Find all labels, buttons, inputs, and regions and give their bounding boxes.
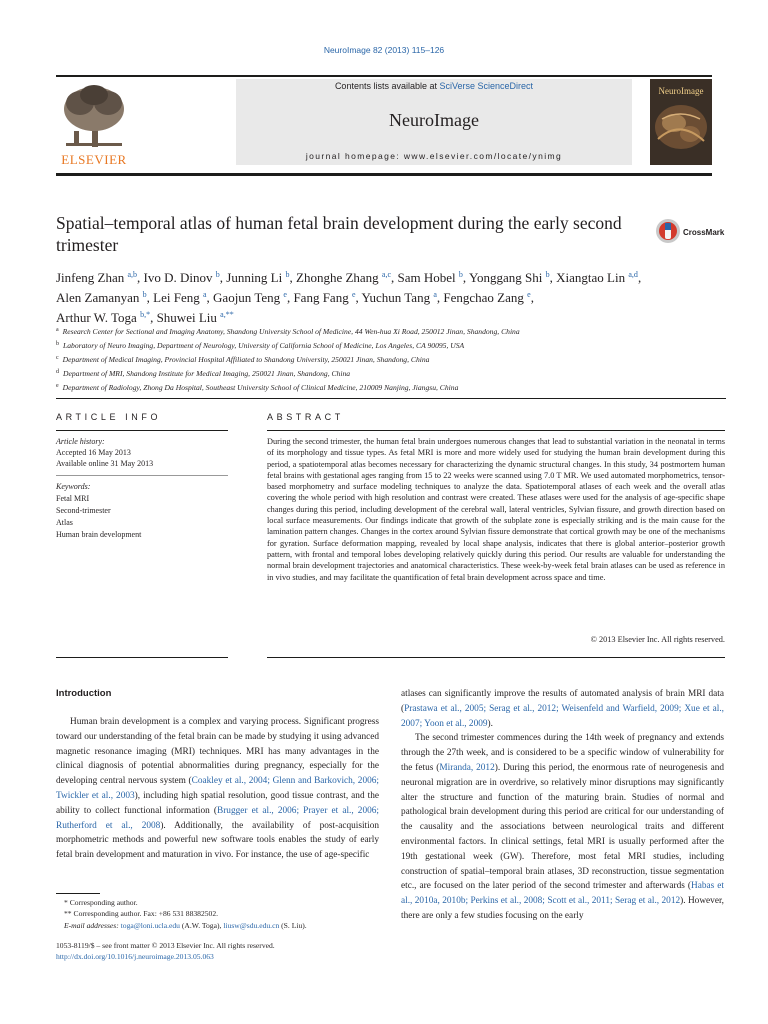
abstract-bottom-rule	[267, 657, 725, 658]
author-affil-marker[interactable]: a	[202, 290, 207, 299]
abstract-text: During the second trimester, the human fetal brain undergoes numerous changes that lead to substantial variation in the neonatal in terms of its morphology and tissue types. As fetal MRI is more and more widely used for studying the human brain development during this period, a spatiotemporal atlas becomes necessary for characterizing the dynamic structural changes. In this study, 34 postmortem human fetal brains with gestational ages ranging from 15 to 22 weeks were scanned using 7.0 T MR. We used automated morphometrics, tensor-based morphometry and surface modeling techniques to analyze the data. Spatiotemporal atlases of each week and the overall atlas covering the whole period with high resolution and contrast were created. These atlases were used for the analysis of age-specific shape changes during this period, including development of the cerebral wall, lateral ventricles, Sylvian fissure, and growth direction based on local surface measurements. Our findings indicate that growth of the subplate zone is especially striking and is the main cause for the lamination pattern changes. Changes in the cortex around Sylvian fissure demonstrate that cortical growth may be one of the mechanisms for gyration. Surface deformation mapping, revealed by local shape analysis, indicates that there is global anterior–posterior growth pattern, with frontal and temporal lobes developing relatively quickly during this period. Our results are valuable for understanding the normal brain development trajectories and anatomical characteristics. These week-by-week fetal brain atlases can be used as reference in in vivo studies, and may facilitate the quantification of fetal brain development across space and time.	[267, 437, 725, 582]
author-affil-marker[interactable]: b,*	[140, 310, 151, 319]
intro-paragraph	[401, 731, 724, 923]
citation-link[interactable]: Brugger et al., 2006; Prayer et al., 2006; Rutherford et al., 2008	[56, 805, 379, 831]
intro-paragraph	[401, 687, 724, 731]
affiliation-key: a	[56, 327, 59, 333]
journal-reference[interactable]: NeuroImage 82 (2013) 115–126	[323, 45, 445, 55]
author-affil-marker[interactable]: b	[458, 270, 463, 279]
affiliation-text: Department of Radiology, Zhong Da Hospital, Southeast University School of Clinical Medicine, 210009 Nanjing, Jiangsu, China	[62, 383, 459, 392]
keyword: Atlas	[56, 518, 73, 527]
sciencedirect-link[interactable]: SciVerse ScienceDirect	[439, 81, 534, 91]
masthead-bottom-rule	[56, 173, 712, 176]
footnote-mark: **	[64, 909, 72, 919]
author-affil-marker[interactable]: a,c	[381, 270, 392, 279]
author-affil-marker[interactable]: e	[527, 290, 531, 299]
paper-title: Spatial–temporal atlas of human fetal brain development during the early second trimester	[56, 213, 622, 255]
article-info-rule	[56, 430, 228, 431]
header-separator	[56, 398, 726, 399]
author-affil-marker[interactable]: a,d	[628, 270, 638, 279]
article-info-heading: ARTICLE INFO	[56, 412, 162, 422]
citation-link[interactable]: Miranda, 2012	[439, 762, 495, 773]
author[interactable]: Zhonghe Zhang	[296, 270, 379, 285]
author-affil-marker[interactable]: e	[283, 290, 287, 299]
affiliation-key: e	[56, 383, 59, 389]
footnote-text: Corresponding author. Fax: +86 531 88382502.	[73, 909, 219, 919]
email-link[interactable]: toga@loni.ucla.edu	[120, 920, 180, 930]
paragraph-text: ).	[487, 718, 493, 729]
footnote-rule	[56, 893, 100, 894]
author[interactable]: Lei Feng	[153, 290, 200, 305]
contents-prefix: Contents lists available at	[334, 81, 440, 91]
affiliation-item	[56, 324, 716, 338]
author-affil-marker[interactable]: e	[351, 290, 356, 299]
keywords-block	[56, 481, 228, 541]
author[interactable]: Ivo D. Dinov	[143, 270, 213, 285]
abstract-heading: ABSTRACT	[267, 412, 344, 422]
affiliation-key: c	[56, 355, 59, 361]
history-label: Article history:	[56, 437, 105, 446]
paragraph-text: ). During this period, the enormous rate of neurogenesis and neuronal migration are in overdrive, so relatively minor disruptions may significantly alter the structure and function of the maturing brain. Studies of normal and pathological brain development during this period are critical for our understanding of the causality and the associations between neurological traits and different environmental factors. In clinical settings, fetal MRI is usually performed after the 19th gestational week (GW). Therefore, most fetal MRI studies, including construction of spatial–temporal brain atlases, 3D reconstruction, tissue segmentation etc., are focused on the later period of the second trimester and afterwards (	[401, 762, 724, 892]
author[interactable]: Sam Hobel	[397, 270, 456, 285]
author[interactable]: Fengchao Zang	[443, 290, 524, 305]
homepage-url[interactable]: www.elsevier.com/locate/ynimg	[403, 151, 563, 161]
author-affil-marker[interactable]: b	[215, 270, 220, 279]
author-affil-marker[interactable]: b	[545, 270, 550, 279]
keyword: Fetal MRI	[56, 494, 90, 503]
author[interactable]: Xiangtao Lin	[556, 270, 626, 285]
email-label: E-mail addresses:	[64, 920, 119, 930]
cover-title: NeuroImage	[658, 86, 704, 96]
journal-title: NeuroImage	[389, 110, 479, 130]
author[interactable]: Junning Li	[226, 270, 283, 285]
author-affil-marker[interactable]: b	[142, 290, 147, 299]
masthead-top-rule	[56, 75, 712, 77]
article-info-bottom-rule	[56, 657, 228, 658]
author[interactable]: Arthur W. Toga	[56, 310, 137, 325]
affiliation-item	[56, 352, 716, 366]
author-affil-marker[interactable]: b	[285, 270, 290, 279]
author[interactable]: Yuchun Tang	[361, 290, 431, 305]
author-affil-marker[interactable]: a	[433, 290, 437, 299]
citation-link[interactable]: Coakley et al., 2004; Glenn and Barkovich, 2006; Twickler et al., 2003	[56, 776, 379, 801]
footnote-mark: *	[64, 898, 68, 907]
affiliation-item	[56, 338, 716, 352]
author[interactable]: Yonggang Shi	[468, 270, 543, 285]
homepage-prefix: journal homepage:	[305, 151, 404, 161]
footnote-item	[56, 897, 379, 908]
paragraph-text: ). Additionally, the availability of post-acquisition morphometric methods and powerful new software tools enables the study of early fetal brain development and maturation in vivo. For instance, the use of age-specific	[56, 820, 379, 861]
section-heading-introduction: Introduction	[56, 688, 112, 699]
doi-link[interactable]: http://dx.doi.org/10.1016/j.neuroimage.2013.05.063	[56, 952, 214, 962]
author[interactable]: Shuwei Liu	[156, 310, 217, 325]
email-owner: (A.W. Toga),	[179, 920, 224, 930]
footnotes	[56, 897, 379, 931]
author-affil-marker[interactable]: a,b	[127, 270, 138, 279]
abstract-rule	[267, 430, 725, 431]
keywords-label: Keywords:	[56, 482, 91, 491]
author-list: Jinfeng Zhan $^{a,b}$, Ivo D. Dinov $^b$, Junning Li $^b$, Zhonghe Zhang $^{a,c}$, Sam Hobel $^b$, Yonggang Shi $^b$, Xiangtao Lin $^{a,d}$, Alen Zamanyan $^b$, Lei Feng $^a$, Gaojun Teng $^e$, Fang Fang $^e$, Yuchun Tang $^a$, Fengchao Zang $^e$, Arthur W. Toga $^{b,*}$, Shuwei Liu $^{a,**}$	[56, 270, 642, 325]
affiliation-text: Department of Medical Imaging, Provincial Hospital Affiliated to Shandong University, 250021 Jinan, Shandong, China	[62, 355, 430, 364]
citation-link[interactable]: Prastawa et al., 2005; Serag et al., 2012; Weisenfeld and Warfield, 2009; Xue et al., 2007; Yoon et al., 2009	[401, 703, 724, 729]
email-owner: (S. Liu).	[279, 920, 307, 930]
email-line	[56, 920, 379, 931]
keyword: Second-trimester	[56, 506, 111, 515]
paragraph-text: The second trimester commences during the 14th week of pregnancy and extends through the 27th week, and is considered to be a specific window of vulnerability for the fetus (	[401, 733, 724, 773]
crossmark-label[interactable]: CrossMark	[683, 228, 725, 237]
accepted-date: Accepted 16 May 2013	[56, 448, 131, 457]
author[interactable]: Fang Fang	[293, 290, 349, 305]
paragraph-text: ), including high spatial resolution, good tissue contrast, and the ability to collect functional information (	[56, 790, 379, 816]
paragraph-text: Human brain development is a complex and varying process. Significant progress toward our understanding of the fetal brain can be made by studying it using advanced magnetic resonance imaging (MRI) techniques. MRI has many advantages in the clinical diagnosis of potential abnormalities during pregnancy, especially for the developing central nervous system (	[56, 717, 379, 787]
footnote-item	[56, 908, 379, 919]
author-affil-marker[interactable]: a,**	[220, 310, 234, 319]
affiliation-item	[56, 380, 716, 394]
elsevier-wordmark: ELSEVIER	[61, 152, 127, 167]
intro-paragraph	[56, 715, 379, 863]
footnote-text: Corresponding author.	[69, 898, 138, 907]
body-column-left	[56, 715, 379, 863]
article-history	[56, 436, 228, 469]
author[interactable]: Alen Zamanyan	[56, 290, 140, 305]
affiliation-text: Department of MRI, Shandong Institute for Medical Imaging, 250021 Jinan, Shandong, China	[63, 369, 351, 378]
affiliation-item	[56, 366, 716, 380]
affiliation-text: Laboratory of Neuro Imaging, Department of Neurology, University of California School of Medicine, Los Angeles, CA 90095, USA	[63, 341, 465, 350]
affiliation-list	[56, 324, 716, 394]
paragraph-text: atlases can significantly improve the results of automated analysis of brain MRI data (	[401, 689, 724, 714]
email-link[interactable]: liusw@sdu.edu.cn	[223, 920, 280, 930]
author[interactable]: Jinfeng Zhan	[56, 270, 125, 285]
body-column-right	[401, 687, 724, 924]
front-matter-line: 1053-8119/$ – see front matter © 2013 Elsevier Inc. All rights reserved.	[56, 941, 275, 950]
front-matter	[56, 940, 379, 963]
author[interactable]: Gaojun Teng	[213, 290, 281, 305]
contents-line	[236, 81, 632, 91]
abstract-copyright: © 2013 Elsevier Inc. All rights reserved.	[590, 635, 725, 644]
citation-link[interactable]: Habas et al., 2010a, 2010b; Perkins et al., 2008; Scott et al., 2011; Serag et al., 2012	[401, 881, 724, 907]
keyword: Human brain development	[56, 530, 142, 539]
paragraph-text: ). However, there are only a few studies focusing on the early	[401, 896, 724, 921]
affiliation-text: Research Center for Sectional and Imaging Anatomy, Shandong University School of Medicine, 44 Wen-hua Xi Road, 250012 Jinan, Shandong, China	[62, 327, 520, 336]
affiliation-key: d	[56, 369, 59, 375]
affiliation-key: b	[56, 341, 59, 347]
online-date: Available online 31 May 2013	[56, 459, 154, 468]
homepage-line	[236, 151, 632, 161]
article-info-divider	[56, 475, 228, 476]
